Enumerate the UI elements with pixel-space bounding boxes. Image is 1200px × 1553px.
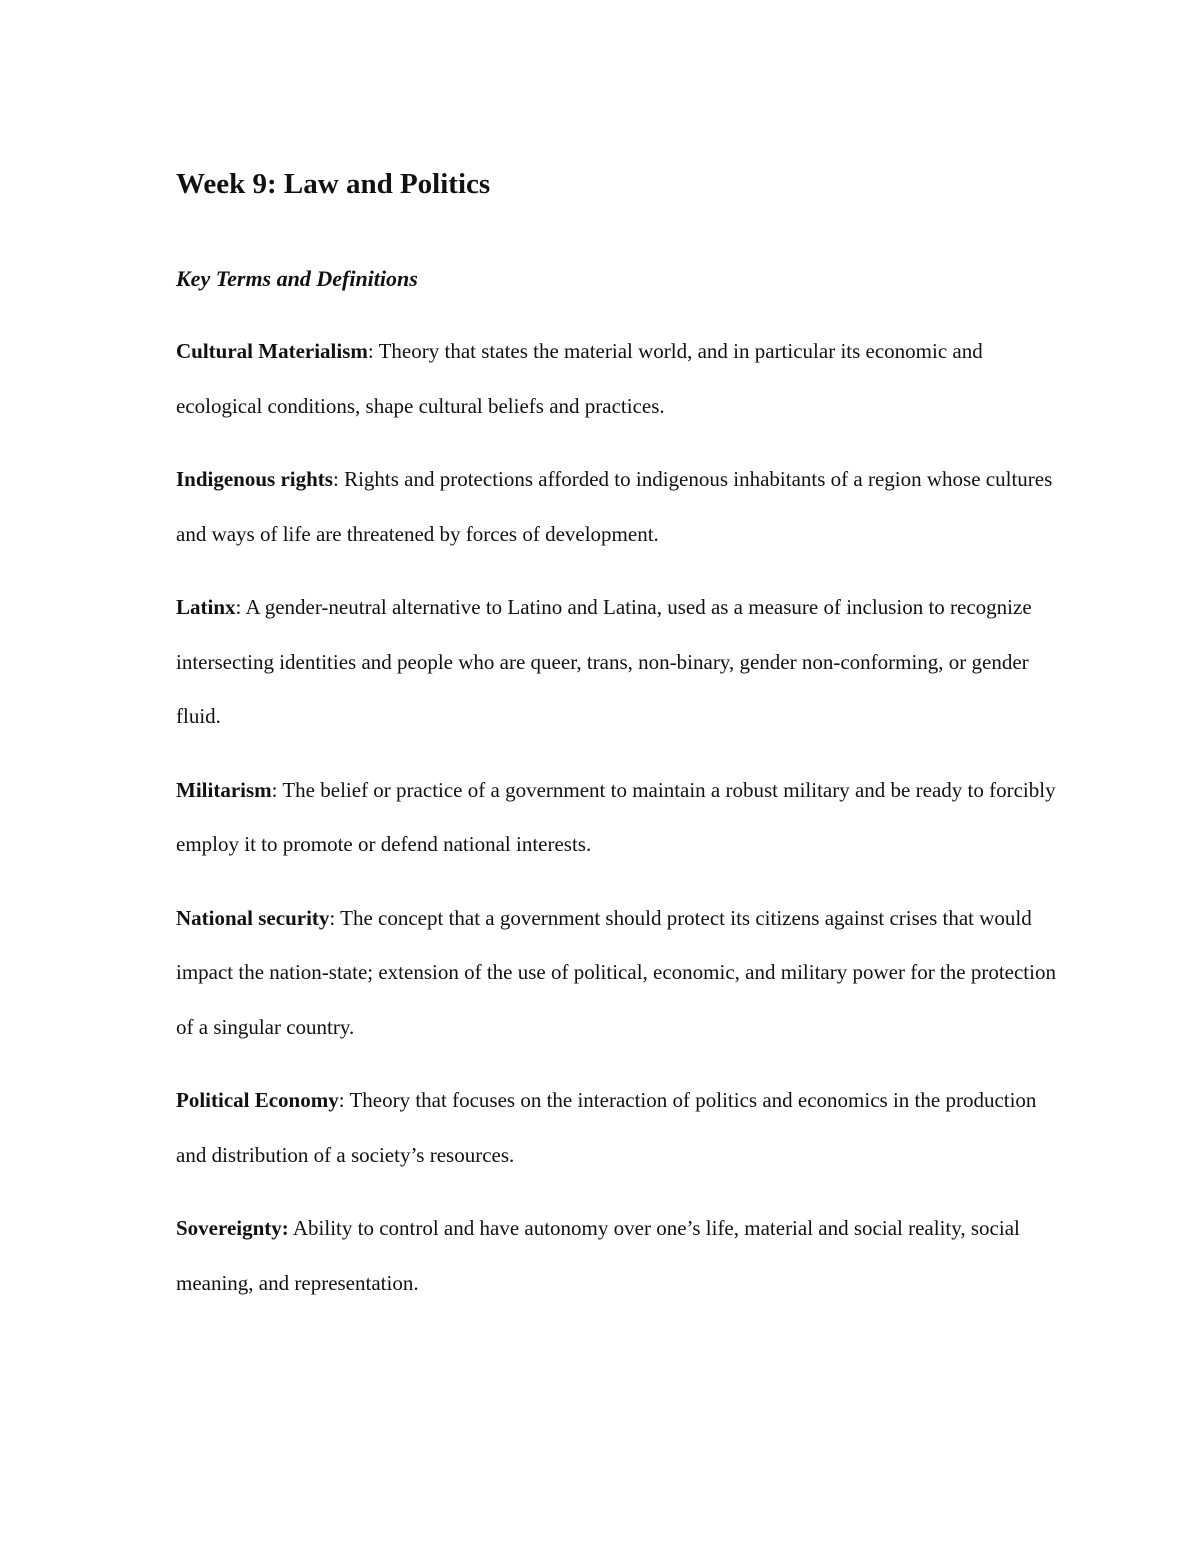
term-definition: A gender-neutral alternative to Latino and Latina, used as a measure of inclusion to recognize intersecting identities and people who are queer, trans, non-binary, gender non-conforming, or gender fluid.	[176, 595, 1032, 728]
term-entry-sovereignty	[176, 1201, 1066, 1310]
term-name: Cultural Materialism	[176, 339, 368, 363]
term-definition: Ability to control and have autonomy over one’s life, material and social reality, social meaning, and representation.	[176, 1216, 1020, 1295]
term-definition: Theory that focuses on the interaction of politics and economics in the production and distribution of a society’s resources.	[176, 1088, 1037, 1167]
term-separator: :	[367, 339, 379, 363]
term-entry-indigenous-rights	[176, 452, 1066, 561]
term-separator: :	[271, 777, 283, 802]
term-name: Political Economy	[176, 1088, 339, 1112]
term-name: Latinx	[176, 595, 236, 619]
page-title: Week 9: Law and Politics	[176, 168, 491, 200]
term-definition: The belief or practice of a government to maintain a robust military and be ready to forcibly employ it to promote or defend national interests.	[176, 777, 1056, 856]
term-name: Sovereignty:	[176, 1216, 289, 1240]
term-name: National security	[176, 905, 330, 930]
document-content	[176, 160, 1066, 1295]
term-entry-militarism	[176, 763, 1066, 872]
term-name: Militarism	[176, 777, 272, 802]
term-entry-latinx	[176, 580, 1066, 744]
term-separator: :	[338, 1088, 350, 1112]
term-name: Indigenous rights	[176, 467, 333, 491]
term-list	[176, 324, 1066, 1329]
term-definition: Theory that states the material world, and in particular its economic and ecological conditions, shape cultural beliefs and practices.	[176, 339, 983, 418]
term-separator: :	[235, 595, 246, 619]
term-definition: The concept that a government should protect its citizens against crises that would impact the nation-state; extension of the use of political, economic, and military power for the protection of a singular country.	[176, 905, 1056, 1039]
term-entry-cultural-materialism	[176, 324, 1066, 433]
term-separator: :	[329, 905, 341, 930]
term-separator: :	[332, 467, 345, 491]
term-entry-national-security	[176, 891, 1066, 1055]
term-definition: Rights and protections afforded to indigenous inhabitants of a region whose cultures and ways of life are threatened by forces of development.	[176, 467, 1053, 546]
term-entry-political-economy	[176, 1073, 1066, 1182]
section-heading: Key Terms and Definitions	[176, 266, 418, 291]
